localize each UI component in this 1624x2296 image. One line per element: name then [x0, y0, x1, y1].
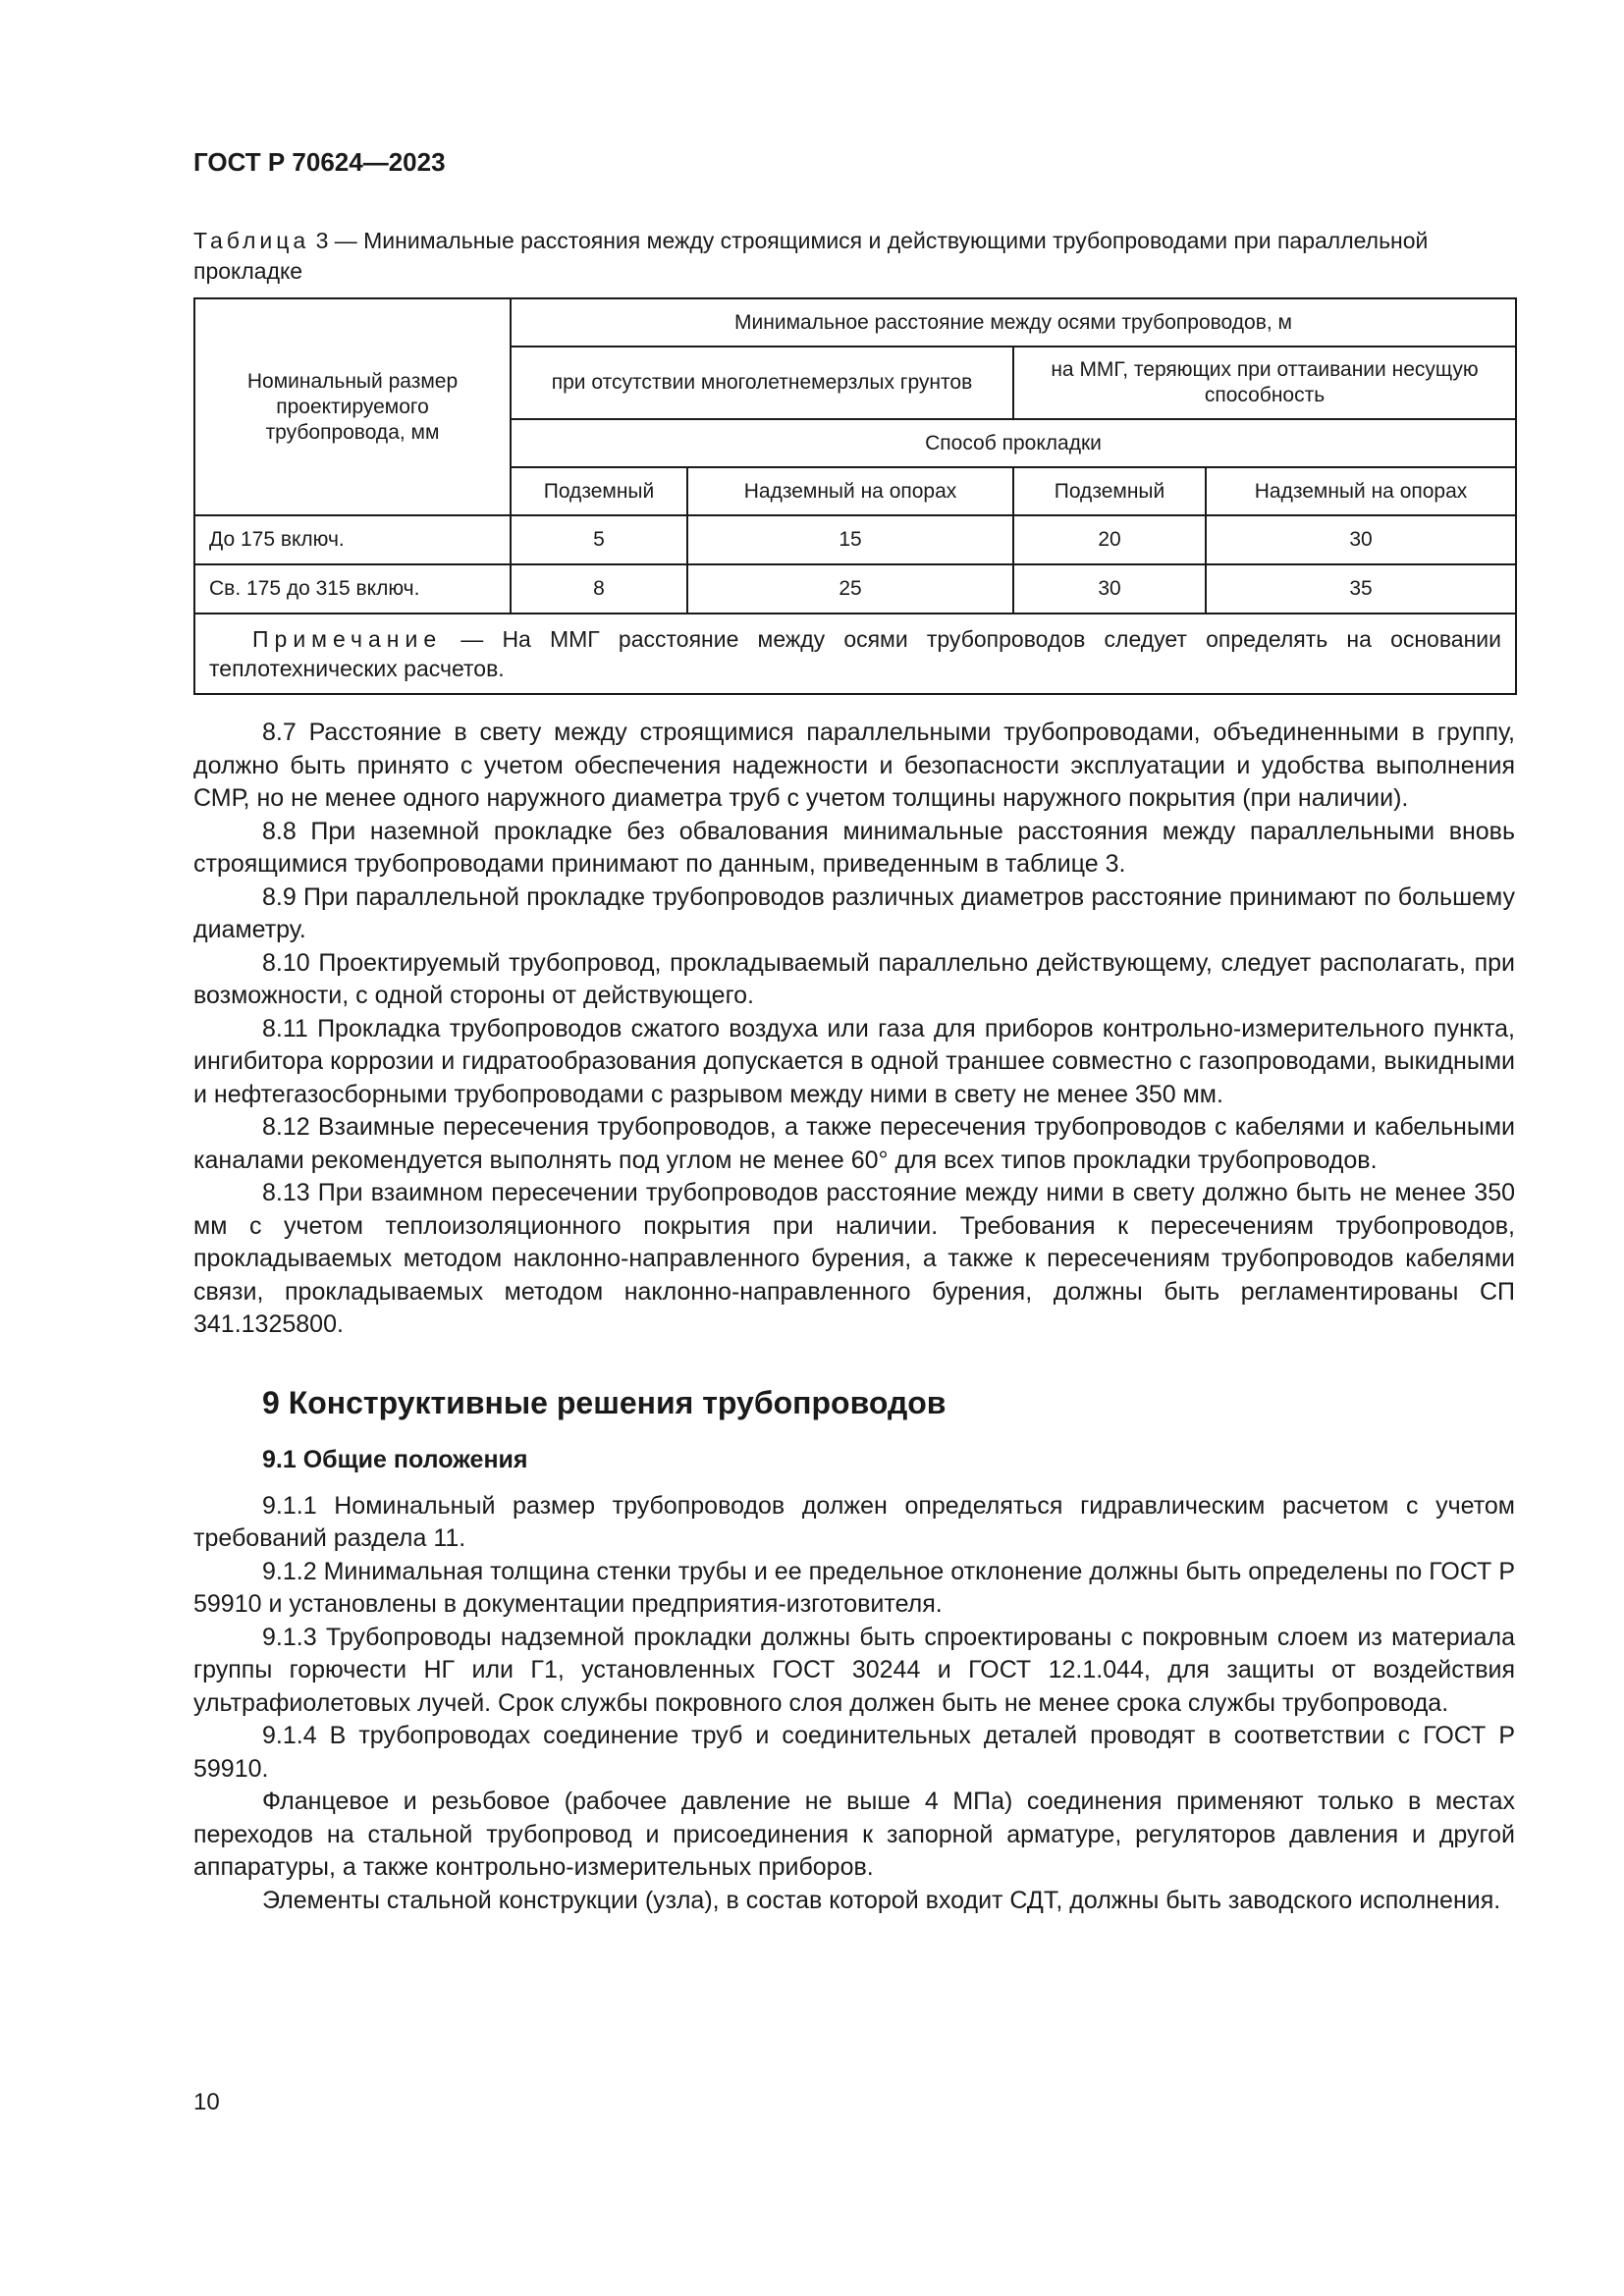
paragraph-8-11: 8.11 Прокладка трубопроводов сжатого воздуха или газа для приборов контрольно-измерительного пункта, ингибитора коррозии и гидратообразования допускается в одной траншее совместно с газопроводами, выкидными и нефтегазосборными трубопроводами с разрывом между ними в свету не менее 350 мм.: [193, 1014, 1515, 1108]
paragraph-8-10: 8.10 Проектируемый трубопровод, прокладываемый параллельно действующему, следует располагать, при возможности, с одной стороны от действующего.: [193, 948, 1515, 1009]
paragraph-9-1-3: 9.1.3 Трубопроводы надземной прокладки должны быть спроектированы с покровным слоем из материала группы горючести НГ или Г1, установленных ГОСТ 30244 и ГОСТ 12.1.044, для защиты от воздействия ультрафиолетовых лучей. Срок службы покровного слоя должен быть не менее срока службы трубопровода.: [193, 1623, 1515, 1717]
table-row: [194, 564, 1516, 614]
table-caption: [193, 226, 1519, 287]
section-9-1-heading: 9.1 Общие положения: [262, 1445, 528, 1473]
header-underground-1: Подземный: [511, 467, 687, 515]
header-laying-method: Способ прокладки: [511, 419, 1516, 467]
table-row: [194, 515, 1516, 564]
row-size: Св. 175 до 315 включ.: [194, 564, 511, 614]
paragraph-flange: Фланцевое и резьбовое (рабочее давление не выше 4 МПа) соединения применяют только в местах переходов на стальной трубопровод и присоединения к запорной арматуре, регуляторов давления и другой аппаратуры, а также контрольно-измерительных приборов.: [193, 1788, 1515, 1881]
body-text: [193, 717, 1515, 1917]
section-9-heading: 9 Конструктивные решения трубопроводов: [262, 1384, 947, 1420]
row-value: 25: [687, 564, 1013, 614]
table-note-text: — На ММГ расстояние между осями трубопроводов следует определять на основании теплотехнических расчетов.: [209, 626, 1501, 681]
header-no-permafrost: при отсутствии многолетнемерзлых грунтов: [511, 347, 1013, 419]
header-mmg: на ММГ, теряющих при оттаивании несущую способность: [1013, 347, 1516, 419]
header-underground-2: Подземный: [1013, 467, 1206, 515]
paragraph-elements: Элементы стальной конструкции (узла), в состав которой входит СДТ, должны быть заводского исполнения.: [262, 1886, 1501, 1914]
table-note-label: Примечание: [252, 626, 443, 652]
paragraph-9-1-1: 9.1.1 Номинальный размер трубопроводов должен определяться гидравлическим расчетом с учетом требований раздела 11.: [193, 1491, 1515, 1552]
paragraph-8-9: 8.9 При параллельной прокладке трубопроводов различных диаметров расстояние принимают по большему диаметру.: [193, 882, 1515, 943]
paragraph-8-12: 8.12 Взаимные пересечения трубопроводов, а также пересечения трубопроводов с кабелями и кабельными каналами рекомендуется выполнять под углом не менее 60° для всех типов прокладки трубопроводов.: [193, 1113, 1515, 1174]
row-value: 15: [687, 515, 1013, 564]
paragraph-8-8: 8.8 При наземной прокладке без обвалования минимальные расстояния между параллельными вновь строящимися трубопроводами принимают по данным, приведенным в таблице 3.: [193, 817, 1515, 878]
header-above-ground-1: Надземный на опорах: [687, 467, 1013, 515]
table-caption-text: 3 — Минимальные расстояния между строящимися и действующими трубопроводами при параллельной прокладке: [193, 228, 1429, 284]
paragraph-9-1-2: 9.1.2 Минимальная толщина стенки трубы и ее предельное отклонение должны быть определены по ГОСТ Р 59910 и установлены в документации предприятия-изготовителя.: [193, 1557, 1515, 1618]
header-nominal-size: Номинальный размер проектируемого трубопровода, мм: [194, 298, 511, 515]
distance-table: [193, 297, 1517, 695]
paragraph-9-1-4: 9.1.4 В трубопроводах соединение труб и соединительных деталей проводят в соответствии с ГОСТ Р 59910.: [193, 1722, 1515, 1783]
row-value: 8: [511, 564, 687, 614]
row-size: До 175 включ.: [194, 515, 511, 564]
table-caption-label: Таблица: [193, 228, 310, 253]
row-value: 30: [1013, 564, 1206, 614]
row-value: 20: [1013, 515, 1206, 564]
paragraph-8-7: 8.7 Расстояние в свету между строящимися параллельными трубопроводами, объединенными в группу, должно быть принято с учетом обеспечения надежности и безопасности эксплуатации и удобства выполнения СМР, но не менее одного наружного диаметра труб с учетом толщины наружного покрытия (при наличии).: [193, 719, 1515, 812]
document-code: ГОСТ Р 70624—2023: [193, 147, 446, 177]
page-number: 10: [193, 2089, 220, 2115]
header-above-ground-2: Надземный на опорах: [1206, 467, 1516, 515]
table-note: [194, 614, 1516, 694]
paragraph-8-13: 8.13 При взаимном пересечении трубопроводов расстояние между ними в свету должно быть не менее 350 мм с учетом теплоизоляционного покрытия при наличии. Требования к пересечениям трубопроводов, прокладываемых методом наклонно-направленного бурения, а также к пересечениям трубопроводов кабелями связи, прокладываемых методом наклонно-направленного бурения, должны быть регламентированы СП 341.1325800.: [193, 1179, 1515, 1338]
row-value: 5: [511, 515, 687, 564]
row-value: 35: [1206, 564, 1516, 614]
row-value: 30: [1206, 515, 1516, 564]
header-min-distance: Минимальное расстояние между осями трубопроводов, м: [511, 298, 1516, 347]
